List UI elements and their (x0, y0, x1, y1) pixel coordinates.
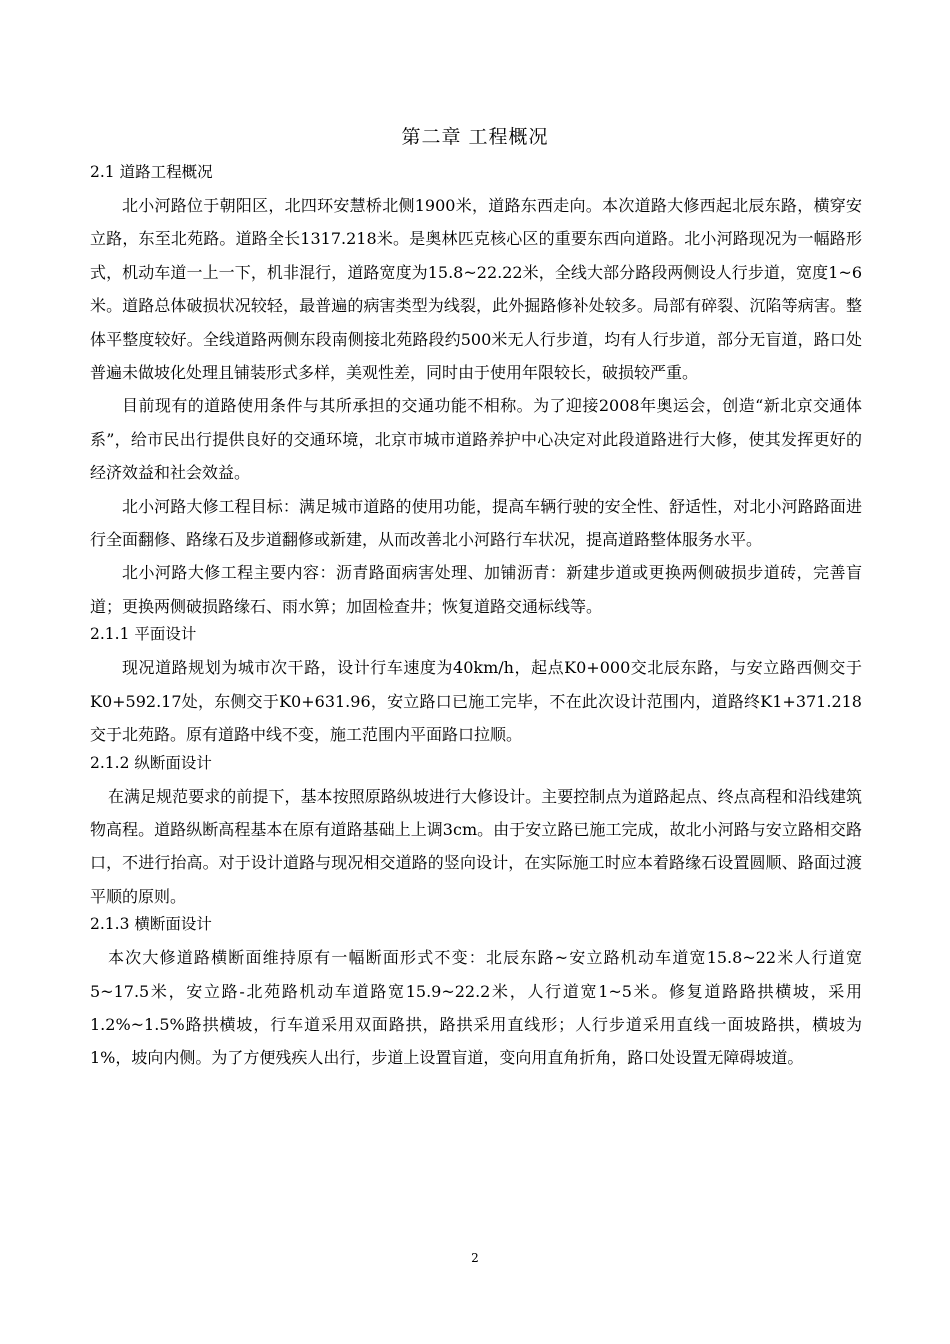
chapter-title: 第二章 工程概况 (401, 126, 549, 148)
paragraph-road-overview: 北小河路位于朝阳区，北四环安慧桥北侧1900米，道路东西走向。本次道路大修西起北辰东路，横穿安立路，东至北苑路。道路全长1317.218米。是奥林匹克核心区的重要东西向道路。北小河路现况为一幅路形式，机动车道一上一下，机非混行，道路宽度为15.8~22.22米，全线大部分路段两侧设人行步道，宽度1~6米。道路总体破损状况较轻，最普遍的病害类型为线裂，此外掘路修补处较多。局部有碎裂、沉陷等病害。整体平整度较好。全线道路两侧东段南侧接北苑路段约500米无人行步道，均有人行步道，部分无盲道，路口处普遍未做坡化处理且铺装形式多样，美观性差，同时由于使用年限较长，破损较严重。 (90, 196, 862, 383)
paragraph-renovation-reason: 目前现有的道路使用条件与其所承担的交通功能不相称。为了迎接2008年奥运会，创造“新北京交通体系”，给市民出行提供良好的交通环境，北京市城市道路养护中心决定对此段道路进行大修，使其发挥更好的经济效益和社会效益。 (90, 396, 862, 483)
paragraph-renovation-content: 北小河路大修工程主要内容：沥青路面病害处理、加铺沥青：新建步道或更换两侧破损步道砖，完善盲道；更换两侧破损路缘石、雨水箅；加固检查井；恢复道路交通标线等。 (90, 563, 862, 616)
paragraph-plan-design: 现况道路规划为城市次干路，设计行车速度为40km/h，起点K0+000交北辰东路，与安立路西侧交于K0+592.17处，东侧交于K0+631.96，安立路口已施工完毕，不在此次设计范围内，道路终K1+371.218交于北苑路。原有道路中线不变，施工范围内平面路口拉顺。 (90, 658, 862, 745)
section-heading-2-1-3: 2.1.3 横断面设计 (90, 915, 212, 934)
document-body (90, 161, 862, 1075)
paragraph-cross-section-design: 本次大修道路横断面维持原有一幅断面形式不变：北辰东路~安立路机动车道宽15.8~22米人行道宽5~17.5米，安立路-北苑路机动车道路宽15.9~22.2米，人行道宽1~5米。修复道路路拱横坡，采用1.2%~1.5%路拱横坡，行车道采用双面路拱，路拱采用直线形；人行步道采用直线一面坡路拱，横坡为1%，坡向内侧。为了方便残疾人出行，步道上设置盲道，变向用直角折角，路口处设置无障碍坡道。 (90, 948, 862, 1068)
section-heading-2-1-1: 2.1.1 平面设计 (90, 625, 197, 644)
paragraph-profile-design: 在满足规范要求的前提下，基本按照原路纵坡进行大修设计。主要控制点为道路起点、终点高程和沿线建筑物高程。道路纵断高程基本在原有道路基础上上调3cm。由于安立路已施工完成，故北小河路与安立路相交路口，不进行抬高。对于设计道路与现况相交道路的竖向设计，在实际施工时应本着路缘石设置圆顺、路面过渡平顺的原则。 (90, 786, 862, 906)
section-heading-2-1: 2.1 道路工程概况 (90, 163, 213, 181)
page-number: 2 (471, 1251, 479, 1265)
section-heading-2-1-2: 2.1.2 纵断面设计 (90, 753, 212, 772)
paragraph-renovation-goal: 北小河路大修工程目标：满足城市道路的使用功能，提高车辆行驶的安全性、舒适性，对北小河路路面进行全面翻修、路缘石及步道翻修或新建，从而改善北小河路行车状况，提高道路整体服务水平。 (90, 496, 862, 550)
